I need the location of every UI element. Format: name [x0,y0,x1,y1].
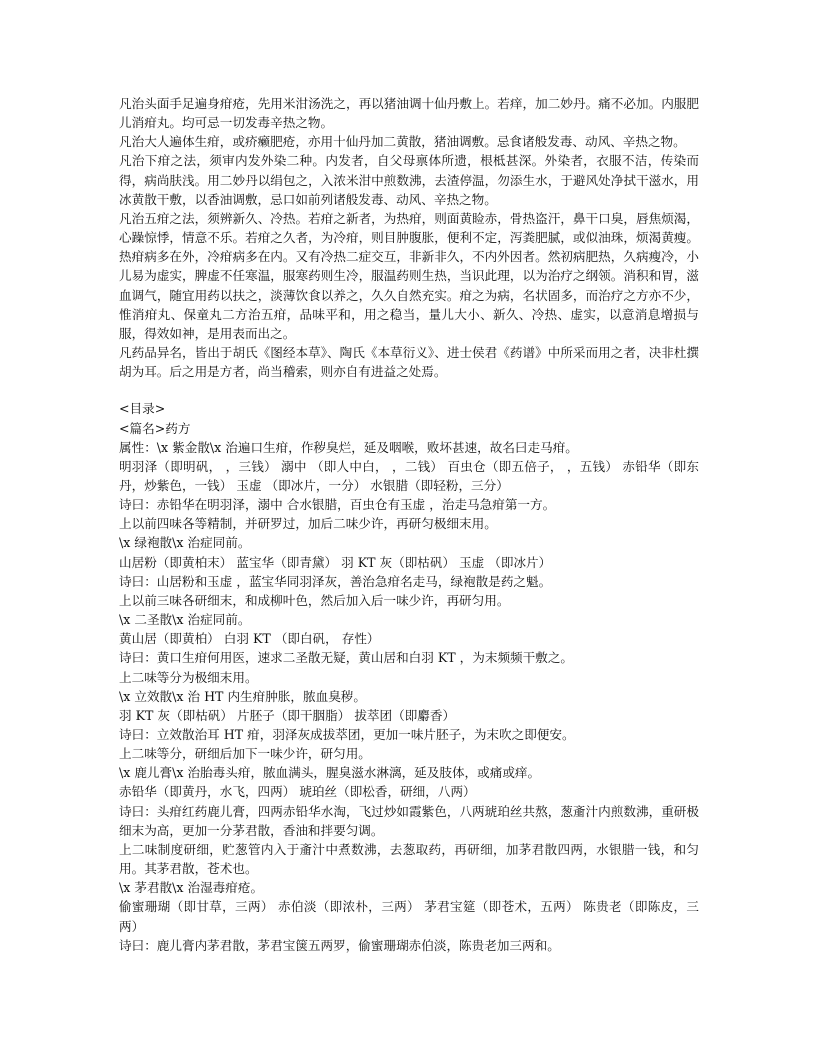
formula-ersheng-poem: 诗曰：黄口生疳何用医，速求二圣散无疑，黄山居和白羽 KT ，为末频频干敷之。 [119,650,574,666]
formula-ersheng-ingredients: 黄山居（即黄柏） 白羽 KT （即白矾， 存性） [119,631,380,647]
formula-maojun-ingredients: 偷蜜珊瑚（即甘草，三两） 赤伯淡（即浓朴，三两） 茅君宝筵（即苍术，五两） 陈贵老（即陈皮，三两） [119,899,699,934]
formula-lvpao-ingredients: 山居粉（即黄柏末） 蓝宝华（即青黛） 羽 KT 灰（即枯矾） 玉虚 （即冰片） [119,554,552,570]
formula-maojun-poem: 诗曰：鹿儿膏内茅君散，茅君宝箧五两罗，偷蜜珊瑚赤伯淡，陈贵老加三两和。 [119,937,560,953]
formula-lvpao-method: 上以前三味各研细末，和成柳叶色，然后加入后一味少许，再研匀用。 [119,592,510,608]
paragraph-adult-ulcers: 凡治大人遍体生疳，或疥癞肥疮，亦用十仙丹加二黄散，猪油调敷。忌食诸般发毒、动风、辛热之物。 [119,134,686,150]
formula-ersheng-title: \x 二圣散\x 治症同前。 [119,612,251,628]
section-gap [119,381,699,399]
formula-luer-title: \x 鹿儿膏\x 治胎毒头疳，脓血满头，腥臭滋水淋漓，延及肢体，或痛或痒。 [119,765,541,781]
formula-lixiao-poem: 诗曰：立效散治耳 HT 疳，羽泽灰成拔萃团，更加一味片胚子，为末吹之即便安。 [119,727,575,742]
formula-zijin-title: 属性：\x 紫金散\x 治遍口生疳，作秽臭烂，延及咽喉，败坏甚速，故名曰走马疳。 [119,439,578,455]
formula-zijin-method: 上以前四味各等精制，并研罗过，加后二味少许，再研匀极细末用。 [119,516,497,532]
paragraph-head-face-ulcers: 凡治头面手足遍身疳疮，先用米泔汤洗之，再以猪油调十仙丹敷上。若痒，加二妙丹。痛不必加。内服肥儿消疳丸。均可忌一切发毒辛热之物。 [119,96,699,131]
paragraph-drug-names: 凡药品异名，皆出于胡氏《图经本草》、陶氏《本草衍义》、进士侯君《药谱》中所采而用之者，决非杜撰胡为耳。后之用是方者，尚当稽索，则亦自有进益之处焉。 [119,345,699,380]
formula-ersheng-method: 上二味等分为极细末用。 [119,669,258,685]
formula-lixiao-ingredients: 羽 KT 灰（即枯矾） 片胚子（即干胭脂） 拔萃团（即麝香） [119,707,456,723]
formula-lvpao-title: \x 绿袍散\x 治症同前。 [119,535,251,551]
chapter-title: <篇名>药方 [119,420,191,436]
paragraph-five-ulcers: 凡治五疳之法，须辨新久、冷热。若疳之新者，为热疳，则面黄睑赤，骨热盗汗，鼻干口臭，唇焦烦渴，心躁惊悸，情意不乐。若疳之久者，为冷疳，则目肿腹胀，便利不定，泻粪肥腻，或似油珠，烦渴黄瘦。热疳病多在外，冷疳病多在内。又有冷热二症交互，非新非久，不内外因者。然初病肥热，久病瘦冷，小儿易为虚实，脾虚不任寒温，服寒药则生冷，服温药则生热，当识此理，以为治疗之纲领。消积和胃，滋血调气，随宜用药以扶之，淡薄饮食以养之，久久自然充实。疳之为病，名状固多，而治疗之方亦不少，惟消疳丸、保童丸二方治五疳，品味平和，用之稳当，量儿大小、新久、冷热、虚实，以意消息增损与服，得效如神，是用表而出之。 [119,210,699,341]
formula-lixiao-method: 上二味等分，研细后加下一味少许，研匀用。 [119,746,371,762]
formula-luer-ingredients: 赤铅华（即黄丹，水飞，四两） 琥珀丝（即松香，研细，八两） [119,784,476,800]
formula-luer-poem: 诗曰：头疳红药鹿儿膏，四两赤铅华水淘，飞过炒如霞紫色，八两琥珀丝共熬，葱齑汁内煎数沸，重研极细末为高，更加一分茅君散，香油和拌要匀调。 [119,803,699,838]
document-page [119,94,699,955]
formula-maojun-title: \x 茅君散\x 治湿毒疳疮。 [119,880,264,896]
formula-zijin-ingredients: 明羽泽（即明矾， ，三钱） 溺中 （即人中白， ，二钱） 百虫仓（即五倍子， ，五钱） 赤铅华（即东丹，炒紫色，一钱） 玉虚 （即冰片，一分） 水银腊（即轻粉，三分） [119,458,699,493]
formula-lvpao-poem: 诗曰：山居粉和玉虚 ，蓝宝华同羽泽灰，善治急疳名走马，绿袍散是药之魁。 [119,573,552,589]
formula-zijin-poem: 诗曰：赤铅华在明羽泽，溺中 合水银腊，百虫仓有玉虚 ，治走马急疳第一方。 [119,497,556,513]
formula-luer-method: 上二味制度研细，贮葱管内入于齑汁中煮数沸，去葱取药，再研细，加茅君散四两，水银腊一钱，和匀用。其茅君散，苍术也。 [119,841,699,877]
formula-lixiao-title: \x 立效散\x 治 HT 内生疳肿胀，脓血臭秽。 [119,688,366,704]
paragraph-lower-ulcers: 凡治下疳之法，须审内发外染二种。内发者，自父母禀体所遗，根柢甚深。外染者，衣服不洁，传染而得，病尚肤浅。用二妙丹以绢包之，入浓米泔中煎数沸，去渣停温，勿添生水，于避风处净拭干滋水，用冰黄散干敷，以香油调敷，忌口如前列诸般发毒、动风、辛热之物。 [119,153,699,207]
toc-heading: <目录> [119,401,166,417]
